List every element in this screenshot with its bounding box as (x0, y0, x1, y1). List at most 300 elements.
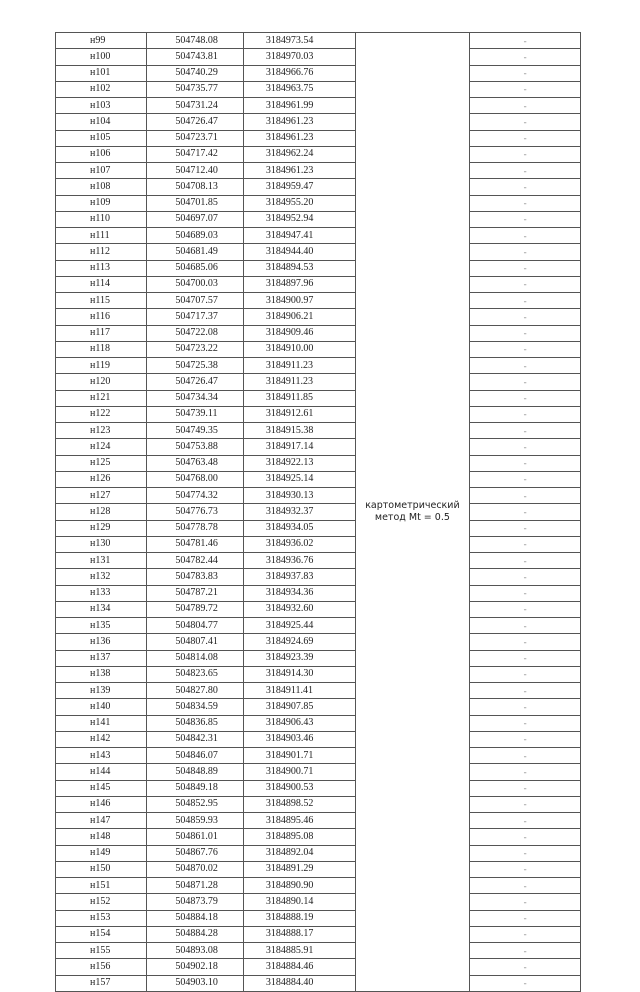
y-coordinate-cell: 3184895.46 (243, 813, 355, 829)
empty-mark-cell: - (470, 845, 581, 861)
table-row (56, 959, 581, 975)
y-coordinate-cell: 3184895.08 (243, 829, 355, 845)
x-coordinate-cell: 504734.34 (147, 390, 243, 406)
empty-mark-cell: - (470, 325, 581, 341)
x-coordinate-cell: 504884.18 (147, 910, 243, 926)
y-coordinate-cell: 3184910.00 (243, 341, 355, 357)
x-coordinate-cell: 504743.81 (147, 49, 243, 65)
empty-mark-cell: - (470, 796, 581, 812)
point-name-cell: н128 (56, 504, 147, 520)
point-name-cell: н150 (56, 861, 147, 877)
point-name-cell: н154 (56, 926, 147, 942)
empty-mark-cell: - (470, 975, 581, 991)
y-coordinate-cell: 3184890.90 (243, 878, 355, 894)
y-coordinate-cell: 3184906.21 (243, 309, 355, 325)
x-coordinate-cell: 504749.35 (147, 423, 243, 439)
x-coordinate-cell: 504697.07 (147, 211, 243, 227)
empty-mark-cell: - (470, 585, 581, 601)
table-row (56, 748, 581, 764)
x-coordinate-cell: 504763.48 (147, 455, 243, 471)
y-coordinate-cell: 3184914.30 (243, 666, 355, 682)
x-coordinate-cell: 504846.07 (147, 748, 243, 764)
empty-mark-cell: - (470, 731, 581, 747)
table-row (56, 471, 581, 487)
empty-mark-cell: - (470, 910, 581, 926)
x-coordinate-cell: 504787.21 (147, 585, 243, 601)
table-row (56, 163, 581, 179)
table-row (56, 455, 581, 471)
y-coordinate-cell: 3184932.60 (243, 601, 355, 617)
table-row (56, 601, 581, 617)
point-name-cell: н136 (56, 634, 147, 650)
empty-mark-cell: - (470, 276, 581, 292)
point-name-cell: н112 (56, 244, 147, 260)
y-coordinate-cell: 3184888.19 (243, 910, 355, 926)
point-name-cell: н132 (56, 569, 147, 585)
empty-mark-cell: - (470, 666, 581, 682)
x-coordinate-cell: 504723.71 (147, 130, 243, 146)
x-coordinate-cell: 504848.89 (147, 764, 243, 780)
y-coordinate-cell: 3184884.40 (243, 975, 355, 991)
x-coordinate-cell: 504870.02 (147, 861, 243, 877)
empty-mark-cell: - (470, 146, 581, 162)
table-row (56, 65, 581, 81)
point-name-cell: н152 (56, 894, 147, 910)
y-coordinate-cell: 3184959.47 (243, 179, 355, 195)
x-coordinate-cell: 504717.37 (147, 309, 243, 325)
empty-mark-cell: - (470, 179, 581, 195)
x-coordinate-cell: 504726.47 (147, 374, 243, 390)
point-name-cell: н107 (56, 163, 147, 179)
point-name-cell: н110 (56, 211, 147, 227)
point-name-cell: н103 (56, 98, 147, 114)
y-coordinate-cell: 3184955.20 (243, 195, 355, 211)
y-coordinate-cell: 3184911.85 (243, 390, 355, 406)
x-coordinate-cell: 504735.77 (147, 81, 243, 97)
table-row (56, 715, 581, 731)
empty-mark-cell: - (470, 98, 581, 114)
x-coordinate-cell: 504712.40 (147, 163, 243, 179)
x-coordinate-cell: 504804.77 (147, 618, 243, 634)
coordinates-table (55, 32, 581, 992)
method-cell (355, 33, 470, 992)
point-name-cell: н149 (56, 845, 147, 861)
y-coordinate-cell: 3184900.97 (243, 293, 355, 309)
empty-mark-cell: - (470, 406, 581, 422)
x-coordinate-cell: 504701.85 (147, 195, 243, 211)
table-row (56, 683, 581, 699)
table-row (56, 894, 581, 910)
empty-mark-cell: - (470, 195, 581, 211)
empty-mark-cell: - (470, 49, 581, 65)
empty-mark-cell: - (470, 569, 581, 585)
y-coordinate-cell: 3184901.71 (243, 748, 355, 764)
empty-mark-cell: - (470, 488, 581, 504)
empty-mark-cell: - (470, 926, 581, 942)
table-row (56, 325, 581, 341)
x-coordinate-cell: 504776.73 (147, 504, 243, 520)
y-coordinate-cell: 3184966.76 (243, 65, 355, 81)
table-row (56, 926, 581, 942)
x-coordinate-cell: 504834.59 (147, 699, 243, 715)
x-coordinate-cell: 504814.08 (147, 650, 243, 666)
y-coordinate-cell: 3184890.14 (243, 894, 355, 910)
y-coordinate-cell: 3184911.23 (243, 374, 355, 390)
y-coordinate-cell: 3184922.13 (243, 455, 355, 471)
table-row (56, 585, 581, 601)
point-name-cell: н135 (56, 618, 147, 634)
y-coordinate-cell: 3184894.53 (243, 260, 355, 276)
point-name-cell: н131 (56, 553, 147, 569)
empty-mark-cell: - (470, 228, 581, 244)
point-name-cell: н117 (56, 325, 147, 341)
x-coordinate-cell: 504903.10 (147, 975, 243, 991)
y-coordinate-cell: 3184970.03 (243, 49, 355, 65)
point-name-cell: н133 (56, 585, 147, 601)
x-coordinate-cell: 504884.28 (147, 926, 243, 942)
table-row (56, 406, 581, 422)
x-coordinate-cell: 504827.80 (147, 683, 243, 699)
point-name-cell: н125 (56, 455, 147, 471)
point-name-cell: н122 (56, 406, 147, 422)
x-coordinate-cell: 504836.85 (147, 715, 243, 731)
x-coordinate-cell: 504871.28 (147, 878, 243, 894)
y-coordinate-cell: 3184961.99 (243, 98, 355, 114)
table-row (56, 488, 581, 504)
empty-mark-cell: - (470, 894, 581, 910)
empty-mark-cell: - (470, 715, 581, 731)
point-name-cell: н157 (56, 975, 147, 991)
coordinates-table-body (56, 33, 581, 992)
empty-mark-cell: - (470, 618, 581, 634)
empty-mark-cell: - (470, 780, 581, 796)
point-name-cell: н111 (56, 228, 147, 244)
empty-mark-cell: - (470, 423, 581, 439)
point-name-cell: н130 (56, 536, 147, 552)
table-row (56, 244, 581, 260)
y-coordinate-cell: 3184936.02 (243, 536, 355, 552)
y-coordinate-cell: 3184912.61 (243, 406, 355, 422)
table-row (56, 813, 581, 829)
point-name-cell: н145 (56, 780, 147, 796)
point-name-cell: н146 (56, 796, 147, 812)
y-coordinate-cell: 3184930.13 (243, 488, 355, 504)
x-coordinate-cell: 504867.76 (147, 845, 243, 861)
empty-mark-cell: - (470, 959, 581, 975)
point-name-cell: н123 (56, 423, 147, 439)
point-name-cell: н141 (56, 715, 147, 731)
empty-mark-cell: - (470, 293, 581, 309)
y-coordinate-cell: 3184900.53 (243, 780, 355, 796)
point-name-cell: н99 (56, 33, 147, 49)
y-coordinate-cell: 3184973.54 (243, 33, 355, 49)
empty-mark-cell: - (470, 683, 581, 699)
table-row (56, 33, 581, 49)
y-coordinate-cell: 3184961.23 (243, 130, 355, 146)
x-coordinate-cell: 504807.41 (147, 634, 243, 650)
y-coordinate-cell: 3184915.38 (243, 423, 355, 439)
y-coordinate-cell: 3184932.37 (243, 504, 355, 520)
point-name-cell: н126 (56, 471, 147, 487)
table-row (56, 520, 581, 536)
table-row (56, 98, 581, 114)
table-row (56, 764, 581, 780)
empty-mark-cell: - (470, 520, 581, 536)
x-coordinate-cell: 504689.03 (147, 228, 243, 244)
point-name-cell: н142 (56, 731, 147, 747)
x-coordinate-cell: 504782.44 (147, 553, 243, 569)
empty-mark-cell: - (470, 699, 581, 715)
empty-mark-cell: - (470, 764, 581, 780)
y-coordinate-cell: 3184892.04 (243, 845, 355, 861)
empty-mark-cell: - (470, 260, 581, 276)
point-name-cell: н143 (56, 748, 147, 764)
point-name-cell: н108 (56, 179, 147, 195)
x-coordinate-cell: 504723.22 (147, 341, 243, 357)
empty-mark-cell: - (470, 390, 581, 406)
point-name-cell: н151 (56, 878, 147, 894)
point-name-cell: н113 (56, 260, 147, 276)
point-name-cell: н155 (56, 943, 147, 959)
y-coordinate-cell: 3184934.36 (243, 585, 355, 601)
table-row (56, 211, 581, 227)
table-row (56, 536, 581, 552)
x-coordinate-cell: 504708.13 (147, 179, 243, 195)
table-row (56, 975, 581, 991)
empty-mark-cell: - (470, 471, 581, 487)
table-row (56, 49, 581, 65)
empty-mark-cell: - (470, 553, 581, 569)
x-coordinate-cell: 504685.06 (147, 260, 243, 276)
x-coordinate-cell: 504873.79 (147, 894, 243, 910)
point-name-cell: н121 (56, 390, 147, 406)
table-row (56, 276, 581, 292)
y-coordinate-cell: 3184962.24 (243, 146, 355, 162)
x-coordinate-cell: 504823.65 (147, 666, 243, 682)
y-coordinate-cell: 3184925.44 (243, 618, 355, 634)
table-row (56, 943, 581, 959)
table-row (56, 423, 581, 439)
empty-mark-cell: - (470, 943, 581, 959)
empty-mark-cell: - (470, 634, 581, 650)
method-label-line1: картометрический (365, 499, 460, 511)
empty-mark-cell: - (470, 536, 581, 552)
x-coordinate-cell: 504725.38 (147, 358, 243, 374)
table-row (56, 829, 581, 845)
point-name-cell: н153 (56, 910, 147, 926)
y-coordinate-cell: 3184897.96 (243, 276, 355, 292)
table-row (56, 504, 581, 520)
point-name-cell: н116 (56, 309, 147, 325)
table-row (56, 374, 581, 390)
point-name-cell: н144 (56, 764, 147, 780)
y-coordinate-cell: 3184936.76 (243, 553, 355, 569)
y-coordinate-cell: 3184934.05 (243, 520, 355, 536)
x-coordinate-cell: 504789.72 (147, 601, 243, 617)
table-row (56, 650, 581, 666)
empty-mark-cell: - (470, 163, 581, 179)
table-row (56, 569, 581, 585)
x-coordinate-cell: 504768.00 (147, 471, 243, 487)
table-row (56, 439, 581, 455)
point-name-cell: н115 (56, 293, 147, 309)
point-name-cell: н156 (56, 959, 147, 975)
point-name-cell: н101 (56, 65, 147, 81)
empty-mark-cell: - (470, 813, 581, 829)
y-coordinate-cell: 3184898.52 (243, 796, 355, 812)
table-row (56, 358, 581, 374)
empty-mark-cell: - (470, 358, 581, 374)
x-coordinate-cell: 504861.01 (147, 829, 243, 845)
x-coordinate-cell: 504781.46 (147, 536, 243, 552)
empty-mark-cell: - (470, 878, 581, 894)
point-name-cell: н137 (56, 650, 147, 666)
table-row (56, 390, 581, 406)
table-row (56, 878, 581, 894)
y-coordinate-cell: 3184909.46 (243, 325, 355, 341)
table-row (56, 341, 581, 357)
empty-mark-cell: - (470, 455, 581, 471)
empty-mark-cell: - (470, 601, 581, 617)
y-coordinate-cell: 3184907.85 (243, 699, 355, 715)
x-coordinate-cell: 504859.93 (147, 813, 243, 829)
empty-mark-cell: - (470, 650, 581, 666)
table-row (56, 179, 581, 195)
table-row (56, 309, 581, 325)
x-coordinate-cell: 504739.11 (147, 406, 243, 422)
point-name-cell: н139 (56, 683, 147, 699)
empty-mark-cell: - (470, 309, 581, 325)
table-row (56, 81, 581, 97)
y-coordinate-cell: 3184903.46 (243, 731, 355, 747)
table-row (56, 553, 581, 569)
coordinates-sheet (55, 32, 581, 992)
x-coordinate-cell: 504740.29 (147, 65, 243, 81)
x-coordinate-cell: 504748.08 (147, 33, 243, 49)
table-row (56, 195, 581, 211)
x-coordinate-cell: 504783.83 (147, 569, 243, 585)
x-coordinate-cell: 504774.32 (147, 488, 243, 504)
y-coordinate-cell: 3184891.29 (243, 861, 355, 877)
x-coordinate-cell: 504722.08 (147, 325, 243, 341)
table-row (56, 114, 581, 130)
table-row (56, 618, 581, 634)
point-name-cell: н138 (56, 666, 147, 682)
empty-mark-cell: - (470, 439, 581, 455)
x-coordinate-cell: 504717.42 (147, 146, 243, 162)
y-coordinate-cell: 3184885.91 (243, 943, 355, 959)
point-name-cell: н102 (56, 81, 147, 97)
x-coordinate-cell: 504681.49 (147, 244, 243, 260)
empty-mark-cell: - (470, 130, 581, 146)
table-row (56, 699, 581, 715)
y-coordinate-cell: 3184944.40 (243, 244, 355, 260)
y-coordinate-cell: 3184961.23 (243, 114, 355, 130)
empty-mark-cell: - (470, 504, 581, 520)
y-coordinate-cell: 3184911.23 (243, 358, 355, 374)
table-row (56, 228, 581, 244)
table-row (56, 666, 581, 682)
x-coordinate-cell: 504753.88 (147, 439, 243, 455)
table-row (56, 260, 581, 276)
x-coordinate-cell: 504849.18 (147, 780, 243, 796)
empty-mark-cell: - (470, 341, 581, 357)
x-coordinate-cell: 504731.24 (147, 98, 243, 114)
y-coordinate-cell: 3184963.75 (243, 81, 355, 97)
y-coordinate-cell: 3184888.17 (243, 926, 355, 942)
point-name-cell: н118 (56, 341, 147, 357)
table-row (56, 780, 581, 796)
empty-mark-cell: - (470, 114, 581, 130)
point-name-cell: н148 (56, 829, 147, 845)
table-row (56, 731, 581, 747)
method-label-line2: метод Mt = 0.5 (374, 511, 450, 523)
y-coordinate-cell: 3184961.23 (243, 163, 355, 179)
table-row (56, 796, 581, 812)
y-coordinate-cell: 3184937.83 (243, 569, 355, 585)
point-name-cell: н134 (56, 601, 147, 617)
point-name-cell: н100 (56, 49, 147, 65)
empty-mark-cell: - (470, 211, 581, 227)
y-coordinate-cell: 3184917.14 (243, 439, 355, 455)
y-coordinate-cell: 3184952.94 (243, 211, 355, 227)
y-coordinate-cell: 3184924.69 (243, 634, 355, 650)
table-row (56, 130, 581, 146)
table-row (56, 634, 581, 650)
x-coordinate-cell: 504842.31 (147, 731, 243, 747)
point-name-cell: н129 (56, 520, 147, 536)
y-coordinate-cell: 3184900.71 (243, 764, 355, 780)
empty-mark-cell: - (470, 33, 581, 49)
y-coordinate-cell: 3184925.14 (243, 471, 355, 487)
y-coordinate-cell: 3184911.41 (243, 683, 355, 699)
point-name-cell: н104 (56, 114, 147, 130)
point-name-cell: н105 (56, 130, 147, 146)
point-name-cell: н140 (56, 699, 147, 715)
point-name-cell: н120 (56, 374, 147, 390)
empty-mark-cell: - (470, 748, 581, 764)
point-name-cell: н147 (56, 813, 147, 829)
y-coordinate-cell: 3184884.46 (243, 959, 355, 975)
y-coordinate-cell: 3184947.41 (243, 228, 355, 244)
empty-mark-cell: - (470, 244, 581, 260)
table-row (56, 861, 581, 877)
x-coordinate-cell: 504707.57 (147, 293, 243, 309)
y-coordinate-cell: 3184923.39 (243, 650, 355, 666)
x-coordinate-cell: 504700.03 (147, 276, 243, 292)
table-row (56, 845, 581, 861)
table-row (56, 146, 581, 162)
table-row (56, 910, 581, 926)
point-name-cell: н124 (56, 439, 147, 455)
y-coordinate-cell: 3184906.43 (243, 715, 355, 731)
point-name-cell: н114 (56, 276, 147, 292)
point-name-cell: н127 (56, 488, 147, 504)
empty-mark-cell: - (470, 81, 581, 97)
x-coordinate-cell: 504852.95 (147, 796, 243, 812)
empty-mark-cell: - (470, 374, 581, 390)
table-row (56, 293, 581, 309)
point-name-cell: н109 (56, 195, 147, 211)
x-coordinate-cell: 504902.18 (147, 959, 243, 975)
empty-mark-cell: - (470, 65, 581, 81)
x-coordinate-cell: 504726.47 (147, 114, 243, 130)
point-name-cell: н119 (56, 358, 147, 374)
empty-mark-cell: - (470, 861, 581, 877)
x-coordinate-cell: 504893.08 (147, 943, 243, 959)
x-coordinate-cell: 504778.78 (147, 520, 243, 536)
point-name-cell: н106 (56, 146, 147, 162)
